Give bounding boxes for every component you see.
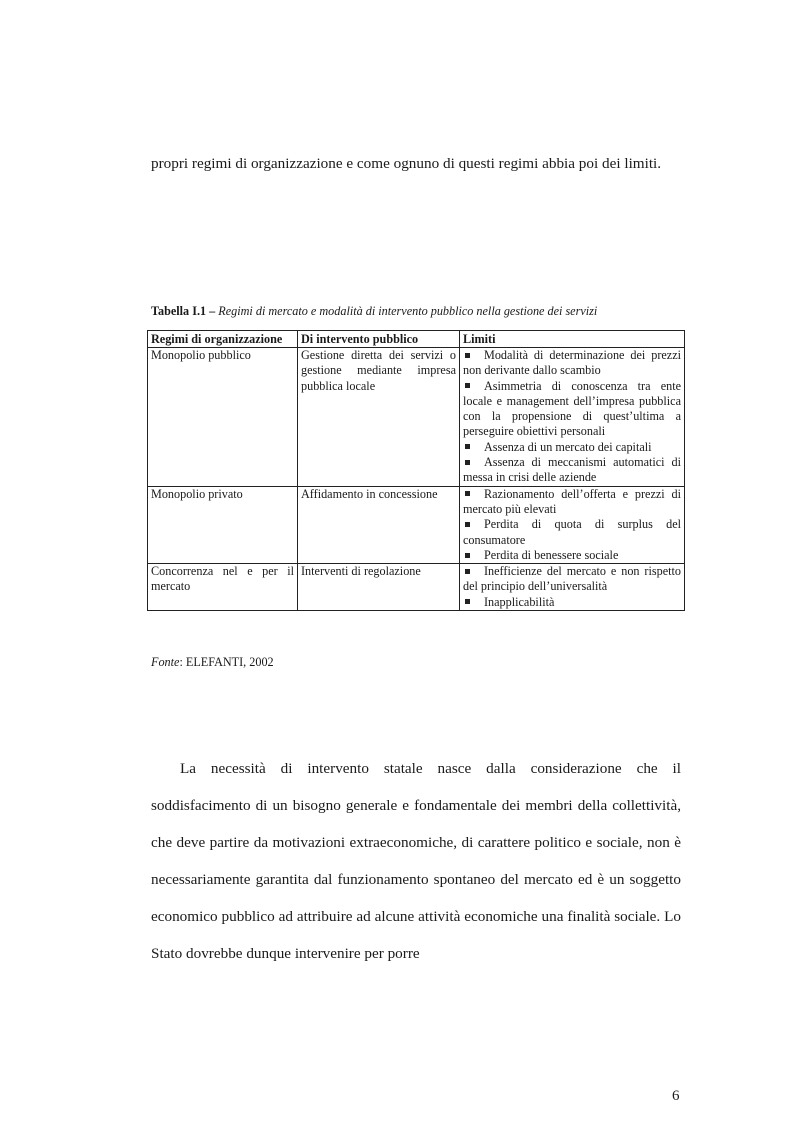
limit-text: Modalità di determinazione dei prezzi non derivante dallo scambio: [463, 348, 681, 378]
intro-paragraph: propri regimi di organizzazione e come ognuno di questi regimi abbia poi dei limiti.: [151, 155, 662, 172]
square-bullet-icon: [465, 460, 470, 465]
limit-text: Asimmetria di conoscenza tra ente locale e management dell’impresa pubblica con la propensione di quest’ultima a perseguire obiettivi personali: [463, 378, 681, 439]
square-bullet-icon: [465, 553, 470, 558]
cell-limiti: [460, 564, 685, 611]
limit-text: Assenza di un mercato dei capitali: [484, 439, 652, 454]
cell-regime: Concorrenza nel e per il mercato: [148, 564, 298, 611]
limit-item: [463, 379, 681, 440]
limit-item: [463, 440, 681, 455]
square-bullet-icon: [465, 444, 470, 449]
table-row: [148, 348, 685, 487]
square-bullet-icon: [465, 599, 470, 604]
table-caption-title: Regimi di mercato e modalità di intervento pubblico nella gestione dei servizi: [218, 304, 598, 318]
source-label: Fonte: [151, 655, 180, 669]
table-source: [151, 655, 274, 670]
square-bullet-icon: [465, 522, 470, 527]
cell-intervento: Affidamento in concessione: [298, 486, 460, 563]
table-row: [148, 486, 685, 563]
cell-intervento: Gestione diretta dei servizi o gestione mediante impresa pubblica locale: [298, 348, 460, 487]
page-number: 6: [672, 1088, 680, 1104]
body-paragraph: La necessità di intervento statale nasce dalla considerazione che il soddisfacimento di un bisogno generale e fondamentale dei membri della collettività, che deve partire da motivazioni extraeconomiche, di carattere politico e sociale, non è necessariamente garantita dal funzionamento spontaneo del mercato ed è un soggetto economico pubblico ad attribuire ad alcune attività economiche una finalità sociale. Lo Stato dovrebbe dunque intervenire per porre: [151, 760, 681, 962]
header-limiti: Limiti: [460, 331, 685, 348]
header-intervento: Di intervento pubblico: [298, 331, 460, 348]
limit-item: [463, 455, 681, 486]
square-bullet-icon: [465, 569, 470, 574]
limit-text: Assenza di meccanismi automatici di messa in crisi delle aziende: [463, 455, 681, 485]
table-caption: [151, 304, 691, 319]
limit-text: Razionamento dell’offerta e prezzi di mercato più elevati: [463, 486, 681, 516]
cell-limiti: [460, 486, 685, 563]
limit-item: [463, 517, 681, 548]
table-header-row: [148, 331, 685, 348]
header-regimi: Regimi di organizzazione: [148, 331, 298, 348]
square-bullet-icon: [465, 383, 470, 388]
limit-text: Perdita di benessere sociale: [484, 547, 619, 562]
regimes-table: [147, 330, 685, 611]
table-caption-label: Tabella I.1 –: [151, 304, 216, 318]
limit-item: [463, 564, 681, 595]
limit-text: Inefficienze del mercato e non rispetto del principio dell’universalità: [463, 564, 681, 594]
limit-item: [463, 548, 681, 563]
cell-intervento: Interventi di regolazione: [298, 564, 460, 611]
square-bullet-icon: [465, 353, 470, 358]
table-row: [148, 564, 685, 611]
limit-text: Inapplicabilità: [484, 594, 555, 609]
cell-regime: Monopolio privato: [148, 486, 298, 563]
cell-limiti: [460, 348, 685, 487]
limit-item: [463, 348, 681, 379]
limit-text: Perdita di quota di surplus del consumatore: [463, 517, 681, 547]
square-bullet-icon: [465, 491, 470, 496]
cell-regime: Monopolio pubblico: [148, 348, 298, 487]
source-text: : ELEFANTI, 2002: [179, 655, 274, 669]
limit-item: [463, 487, 681, 518]
limit-item: [463, 595, 681, 610]
